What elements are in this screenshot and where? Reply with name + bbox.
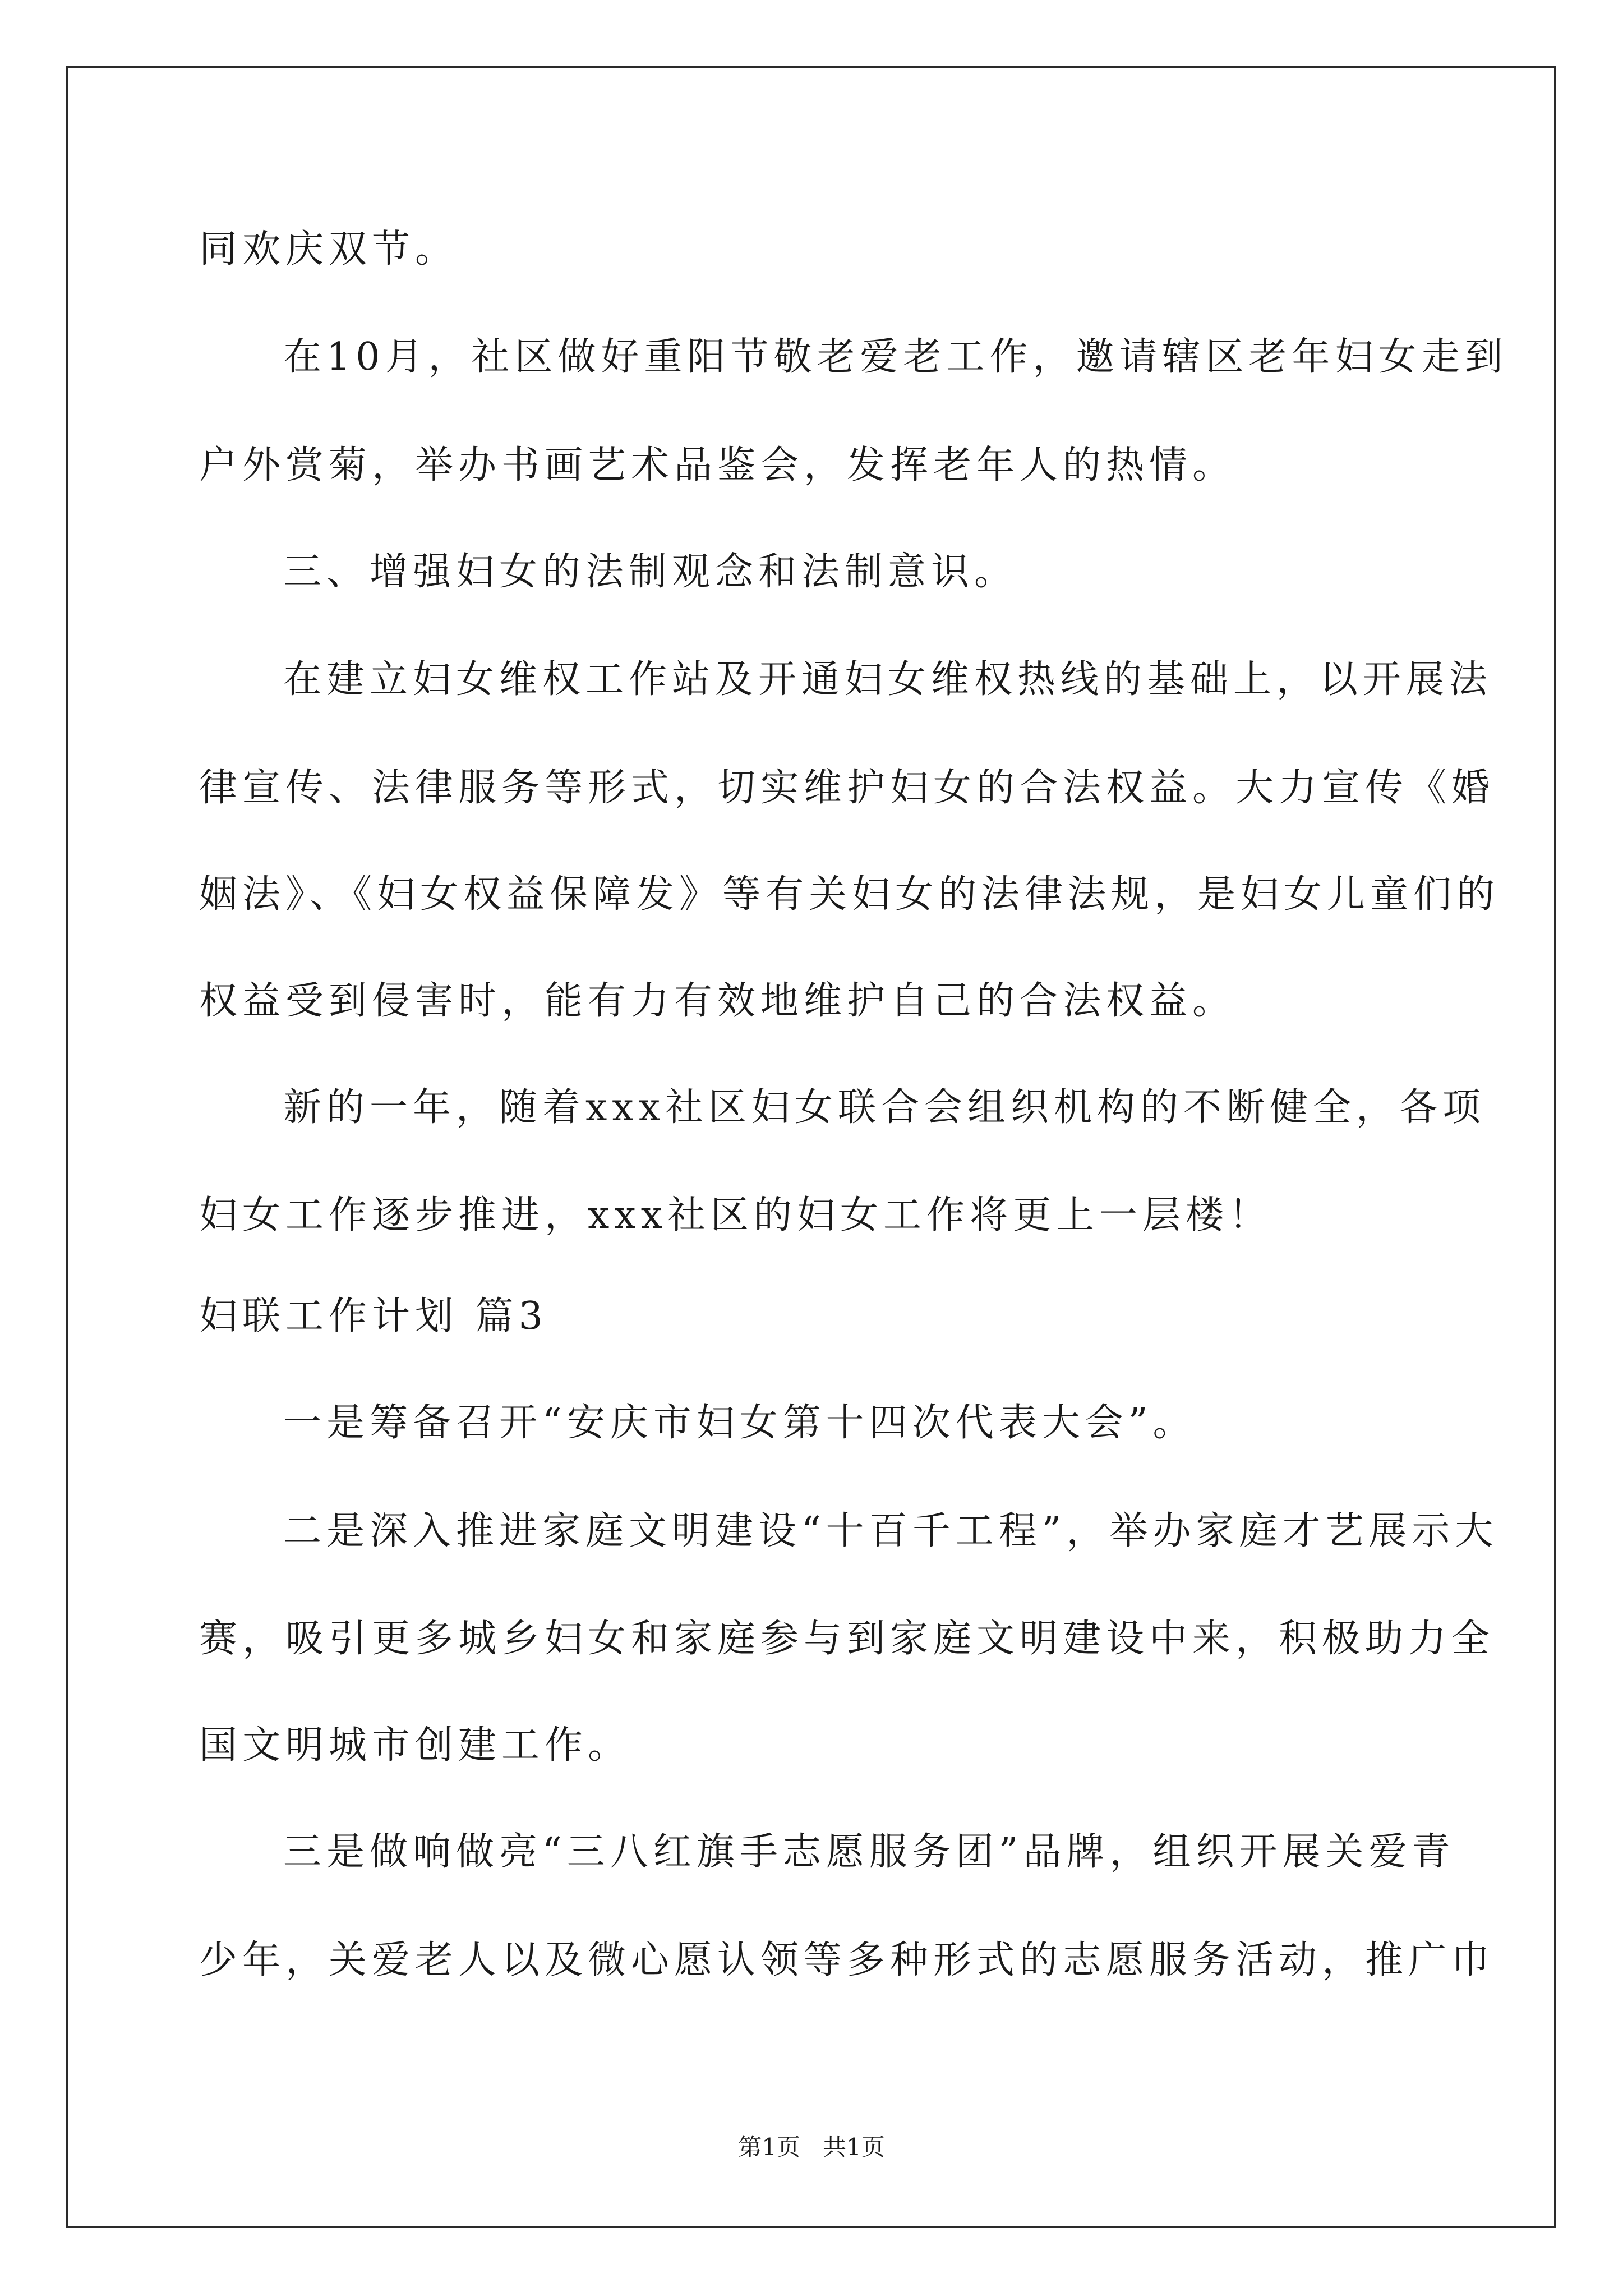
page-number-footer: 第1页 共1页 <box>738 2133 885 2161</box>
paragraph-line: 妇女工作逐步推进，xxx社区的妇女工作将更上一层楼！ <box>199 1193 1272 1237</box>
paragraph-line: 新的一年，随着xxx社区妇女联合会组织机构的不断健全，各项 <box>283 1085 1486 1130</box>
article-title: 妇联工作计划 篇3 <box>199 1294 548 1338</box>
paragraph-line: 权益受到侵害时，能有力有效地维护自己的合法权益。 <box>199 979 1236 1023</box>
paragraph-line: 在10月，社区做好重阳节敬老爱老工作，邀请辖区老年妇女走到 <box>283 335 1508 379</box>
paragraph-line: 国文明城市创建工作。 <box>199 1723 631 1768</box>
section-heading: 三、增强妇女的法制观念和法制意识。 <box>283 550 1018 594</box>
paragraph-line: 少年，关爱老人以及微心愿认领等多种形式的志愿服务活动，推广巾 <box>199 1938 1495 1982</box>
paragraph-line: 在建立妇女维权工作站及开通妇女维权热线的基础上，以开展法 <box>283 657 1493 702</box>
paragraph-line: 一是筹备召开“安庆市妇女第十四次代表大会”。 <box>283 1401 1196 1445</box>
paragraph-line: 赛，吸引更多城乡妇女和家庭参与到家庭文明建设中来，积极助力全 <box>199 1617 1495 1661</box>
paragraph-line: 律宣传、法律服务等形式，切实维护妇女的合法权益。大力宣传《婚 <box>199 766 1495 810</box>
paragraph-line: 三是做响做亮“三八红旗手志愿服务团”品牌，组织开展关爱青 <box>283 1830 1455 1874</box>
paragraph-line: 姻法》、《妇女权益保障发》等有关妇女的法律法规，是妇女儿童们的 <box>199 872 1500 917</box>
page-border <box>66 66 1556 2228</box>
paragraph-line: 二是深入推进家庭文明建设“十百千工程”，举办家庭才艺展示大 <box>283 1509 1498 1553</box>
paragraph-line: 同欢庆双节。 <box>199 227 459 272</box>
paragraph-line: 户外赏菊，举办书画艺术品鉴会，发挥老年人的热情。 <box>199 443 1236 487</box>
